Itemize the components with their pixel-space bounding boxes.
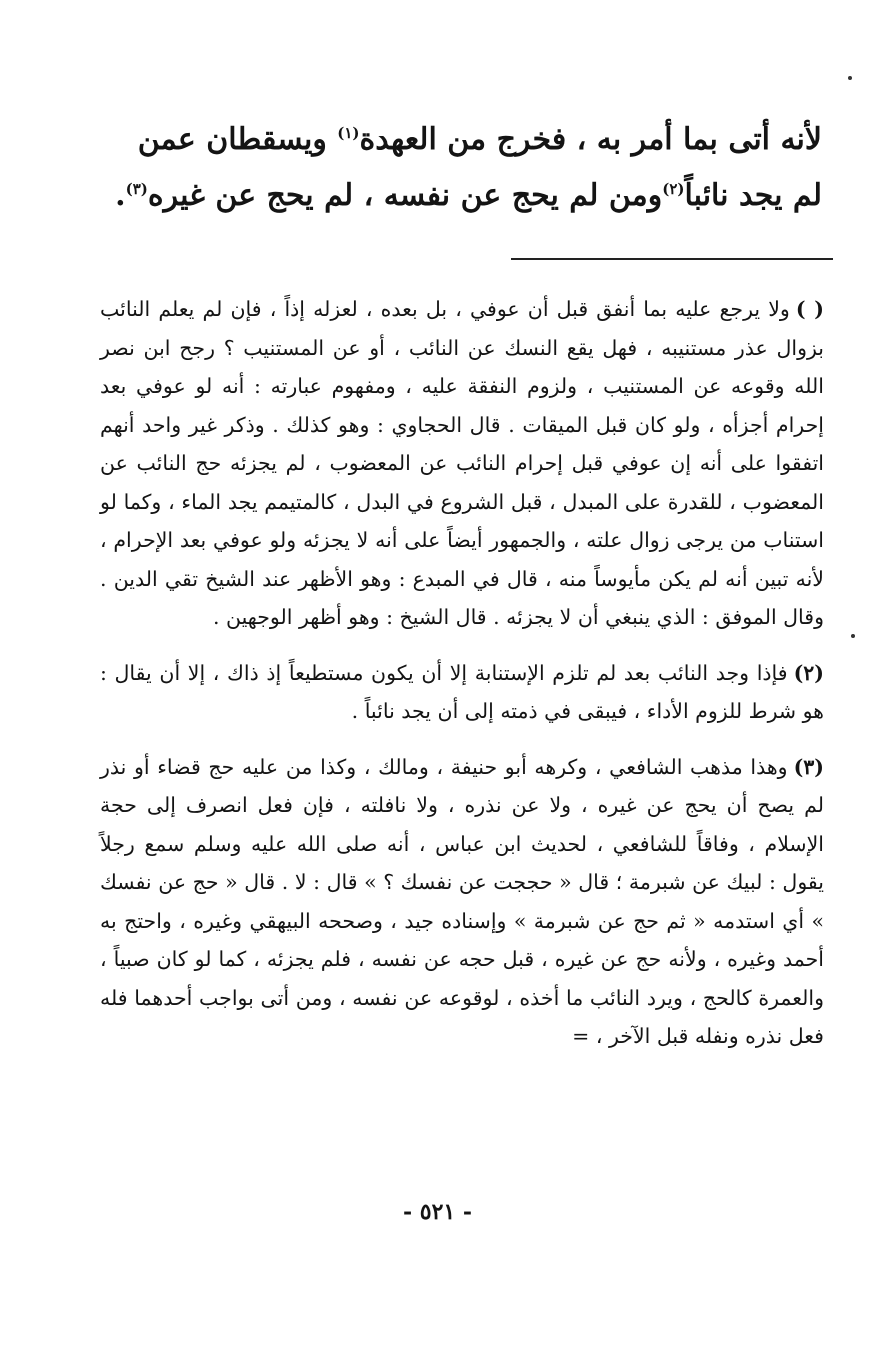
main-line-1-part-1: لأنه أتى بما أمر به ، فخرج من العهدة [359,122,822,157]
footnote-2 [100,654,824,731]
scan-speck [848,76,852,80]
footnote-3-number: (٣) [793,754,824,779]
footnote-ref-1: (١) [337,124,360,142]
footnotes [100,290,824,1073]
main-line-2-end: . [115,178,126,213]
footnote-3-text: وهذا مذهب الشافعي ، وكرهه أبو حنيفة ، ومالك ، وكذا من عليه حج قضاء أو نذر لم يصح أن يحج عن غيره ، ولا عن نذره ، ولا نافلته ، فإن فعل انصرف إلى حجة الإسلام ، وفاقاً للشافعي ، لحديث ابن عباس ، أنه صلى الله عليه وسلم سمع رجلاً يقول : لبيك عن شبرمة ؛ قال « حججت عن نفسك ؟ » قال : لا . قال « حج عن نفسك » أي استدمه « ثم حج عن شبرمة » وإسناده جيد ، وصححه البيهقي وغيره ، واحتج به أحمد وغيره ، ولأنه حج عن غيره ، قبل حجه عن نفسه ، فلم يجزئه ، كما لو كان صبياً ، والعمرة كالحج ، ويرد النائب ما أخذه ، لوقوعه عن نفسه ، ومن أتى بواجب أحدهما فله فعل نذره ونفله قبل الآخر ، = [100,754,824,1048]
footnote-separator [511,258,833,260]
main-line-2-part-2: ومن لم يحج عن نفسه ، لم يحج عن غيره [147,178,663,213]
footnote-1-text: ولا يرجع عليه بما أنفق قبل أن عوفي ، بل بعده ، لعزله إذاً ، فإن لم يعلم النائب بزوال عذر مستنيبه ، فهل يقع النسك عن النائب ، أو عن المستنيب ؟ رجح ابن نصر الله وقوعه عن المستنيب ، ولزوم النفقة عليه ، ومفهوم عبارته : أنه لو عوفي بعد إحرام أجزأه ، ولو كان قبل الميقات . قال الحجاوي : وهو كذلك . وذكر غير واحد أنهم اتفقوا على أنه إن عوفي قبل إحرام النائب عن المعضوب ، لم يجزئه حج النائب عن المعضوب ، للقدرة على المبدل ، قبل الشروع في البدل ، كالمتيمم يجد الماء ، وكما لو استناب من يرجى زوال علته ، والجمهور أيضاً على أنه لا يجزئه ولو عوفي بعد الإحرام ، لأنه تبين أنه لم يكن مأيوساً منه ، قال في المبدع : وهو الأظهر عند الشيخ تقي الدين . وقال الموفق : الذي ينبغي أن لا يجزئه . قال الشيخ : وهو أظهر الوجهين . [100,297,824,629]
page-number: - ٥٢١ - [402,1199,473,1225]
footnote-1-number: ( ) [795,297,824,321]
main-line-2 [100,168,822,224]
footnote-2-text: فإذا وجد النائب بعد لم تلزم الإستنابة إلا أن يكون مستطيعاً إذ ذاك ، إلا أن يقال : هو شرط للزوم الأداء ، فيبقى في ذمته إلى أن يجد نائباً . [100,660,824,723]
footnote-2-number: (٢) [793,660,824,685]
footnote-ref-3: (٣) [125,180,148,198]
footnote-3 [100,748,824,1056]
footnote-1 [100,290,824,637]
main-line-1-part-2: ويسقطان عمن [137,122,338,157]
main-text [100,112,822,224]
scan-speck [851,634,855,638]
footnote-ref-2: (٢) [662,180,685,198]
main-line-2-part-1: لم يجد نائباً [684,178,822,213]
main-line-1 [100,112,822,168]
